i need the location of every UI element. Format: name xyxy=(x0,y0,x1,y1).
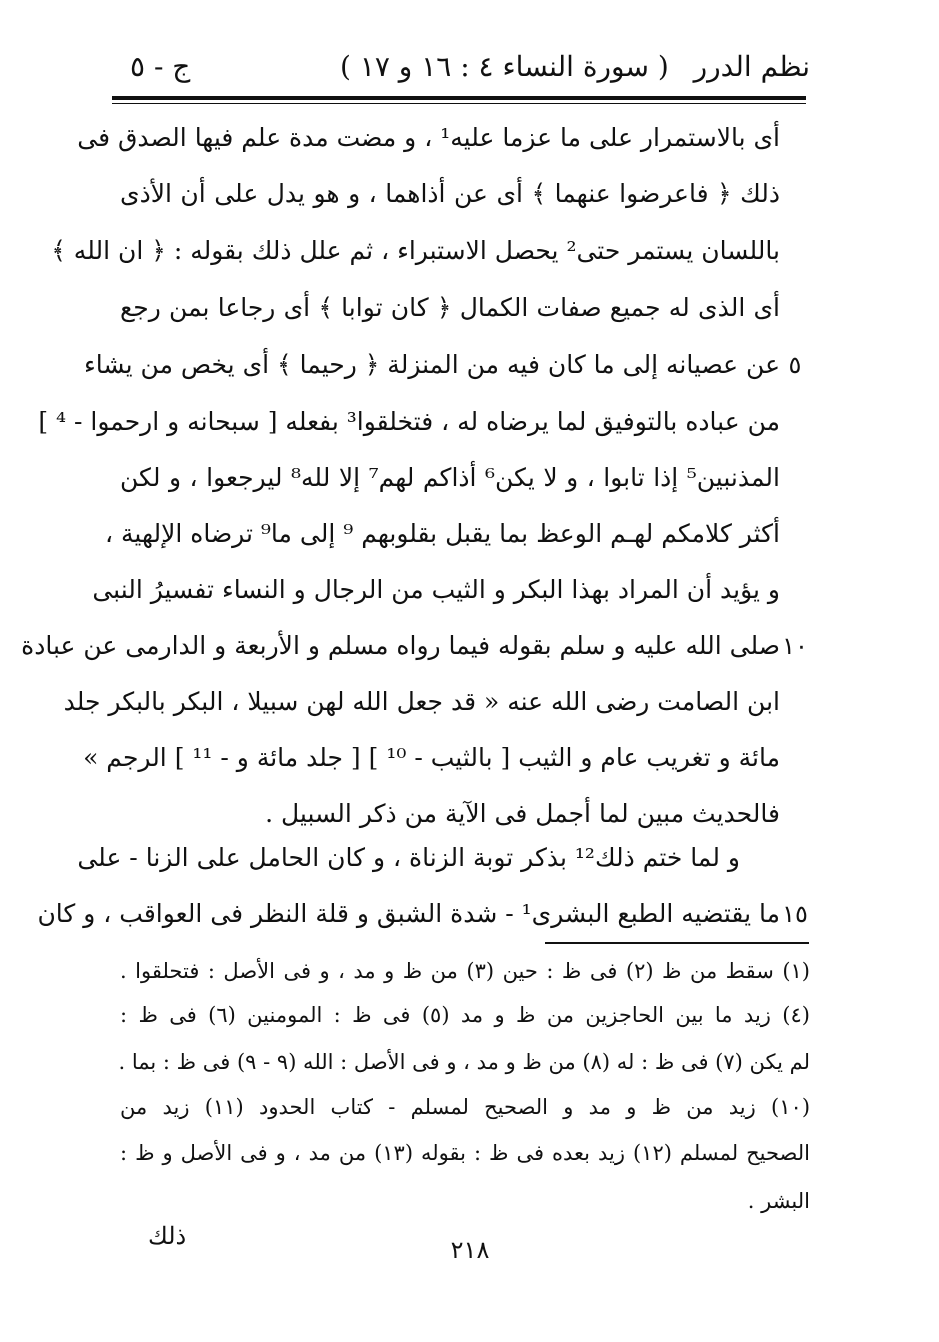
page-number: ٢١٨ xyxy=(450,1236,490,1264)
body-line: و لما ختم ذلك¹² بذكر توبة الزناة ، و كان الحامل على الزنا - على xyxy=(77,843,740,872)
footnote-line: الصحيح لمسلم (١٢) زيد بعده فى ظ : بقوله (١٣) من مد ، و فى الأصل و ظ : xyxy=(120,1141,811,1165)
footnote-line: لم يكن (٧) فى ظ : له (٨) من ظ و مد ، و فى الأصل : الله (٩ - ٩) فى ظ : بما . xyxy=(118,1050,810,1074)
surah-reference: ( سورة النساء ٤ : ١٦ و ١٧ ) xyxy=(340,50,669,83)
header-rule-thick xyxy=(112,96,806,100)
body-line: ما يقتضيه الطبع البشرى¹ - شدة الشبق و قلة النظر فى العواقب ، و كان xyxy=(37,899,780,928)
footnote-line: (٤) زيد ما بين الحاجزين من ظ و مد (٥) فى ظ : المومنين (٦) فى ظ : xyxy=(120,1003,810,1027)
body-line: عن عصيانه إلى ما كان فيه من المنزلة ﴿ رحيما ﴾ أى يخص من يشاء xyxy=(83,350,780,379)
body-line: أكثر كلامكم لهـم الوعظ بما يقبل بقلوبهم ⁹ إلى ما⁹ ترضاه الإلهية ، xyxy=(104,519,780,548)
footnote-line: البشر . xyxy=(747,1189,810,1213)
body-line: ابن الصامت رضى الله عنه « قد جعل الله لهن سبيلا ، البكر بالبكر جلد xyxy=(63,687,780,716)
body-line: من عباده بالتوفيق لما يرضاه له ، فتخلقوا³ بفعله [ سبحانه و ارحموا - ⁴ ] xyxy=(38,407,780,436)
header-rule-thin xyxy=(112,103,806,104)
page-header xyxy=(110,46,810,90)
body-line: فالحديث مبين لما أجمل فى الآية من ذكر السبيل . xyxy=(265,799,780,828)
book-title: نظم الدرر xyxy=(693,50,810,83)
body-line: المذنبين⁵ إذا تابوا ، و لا يكن⁶ أذاكم لهم⁷ إلا لله⁸ ليرجعوا ، و لكن xyxy=(120,463,780,492)
body-line: مائة و تغريب عام و الثيب [ بالثيب - ¹⁰ ] [ جلد مائة و - ¹¹ ] الرجم » xyxy=(83,743,780,772)
body-line: صلى الله عليه و سلم بقوله فيما رواه مسلم و الأربعة و الدارمى عن عبادة xyxy=(21,631,780,660)
footnote-rule xyxy=(545,942,809,944)
volume-number: ج - ٥ xyxy=(130,50,191,83)
catchword: ذلك xyxy=(148,1222,187,1250)
body-line: أى بالاستمرار على ما عزما عليه¹ ، و مضت مدة علم فيها الصدق فى xyxy=(77,123,780,152)
footnote-line: (١٠) زيد من ظ و مد و الصحيح لمسلم - كتاب الحدود (١١) زيد من xyxy=(120,1095,811,1119)
body-line: ذلك ﴿ فاعرضوا عنهما ﴾ أى عن أذاهما ، و هو يدل على أن الأذى xyxy=(120,179,780,208)
line-number-10: ١٠ xyxy=(782,632,808,660)
line-number-15: ١٥ xyxy=(782,900,808,928)
body-line: باللسان يستمر حتى² يحصل الاستبراء ، ثم علل ذلك بقوله : ﴿ ان الله ﴾ xyxy=(51,236,780,265)
footnote-line: (١) سقط من ظ (٢) فى ظ : حين (٣) من ظ و مد ، و فى الأصل : فتحلقوا . xyxy=(120,959,810,983)
line-number-5: ٥ xyxy=(788,351,802,379)
body-line: أى الذى له جميع صفات الكمال ﴿ كان توابا ﴾ أى رجاعا بمن رجع xyxy=(120,293,780,322)
body-line: و يؤيد أن المراد بهذا البكر و الثيب من الرجال و النساء تفسيرُ النبى xyxy=(92,575,780,604)
